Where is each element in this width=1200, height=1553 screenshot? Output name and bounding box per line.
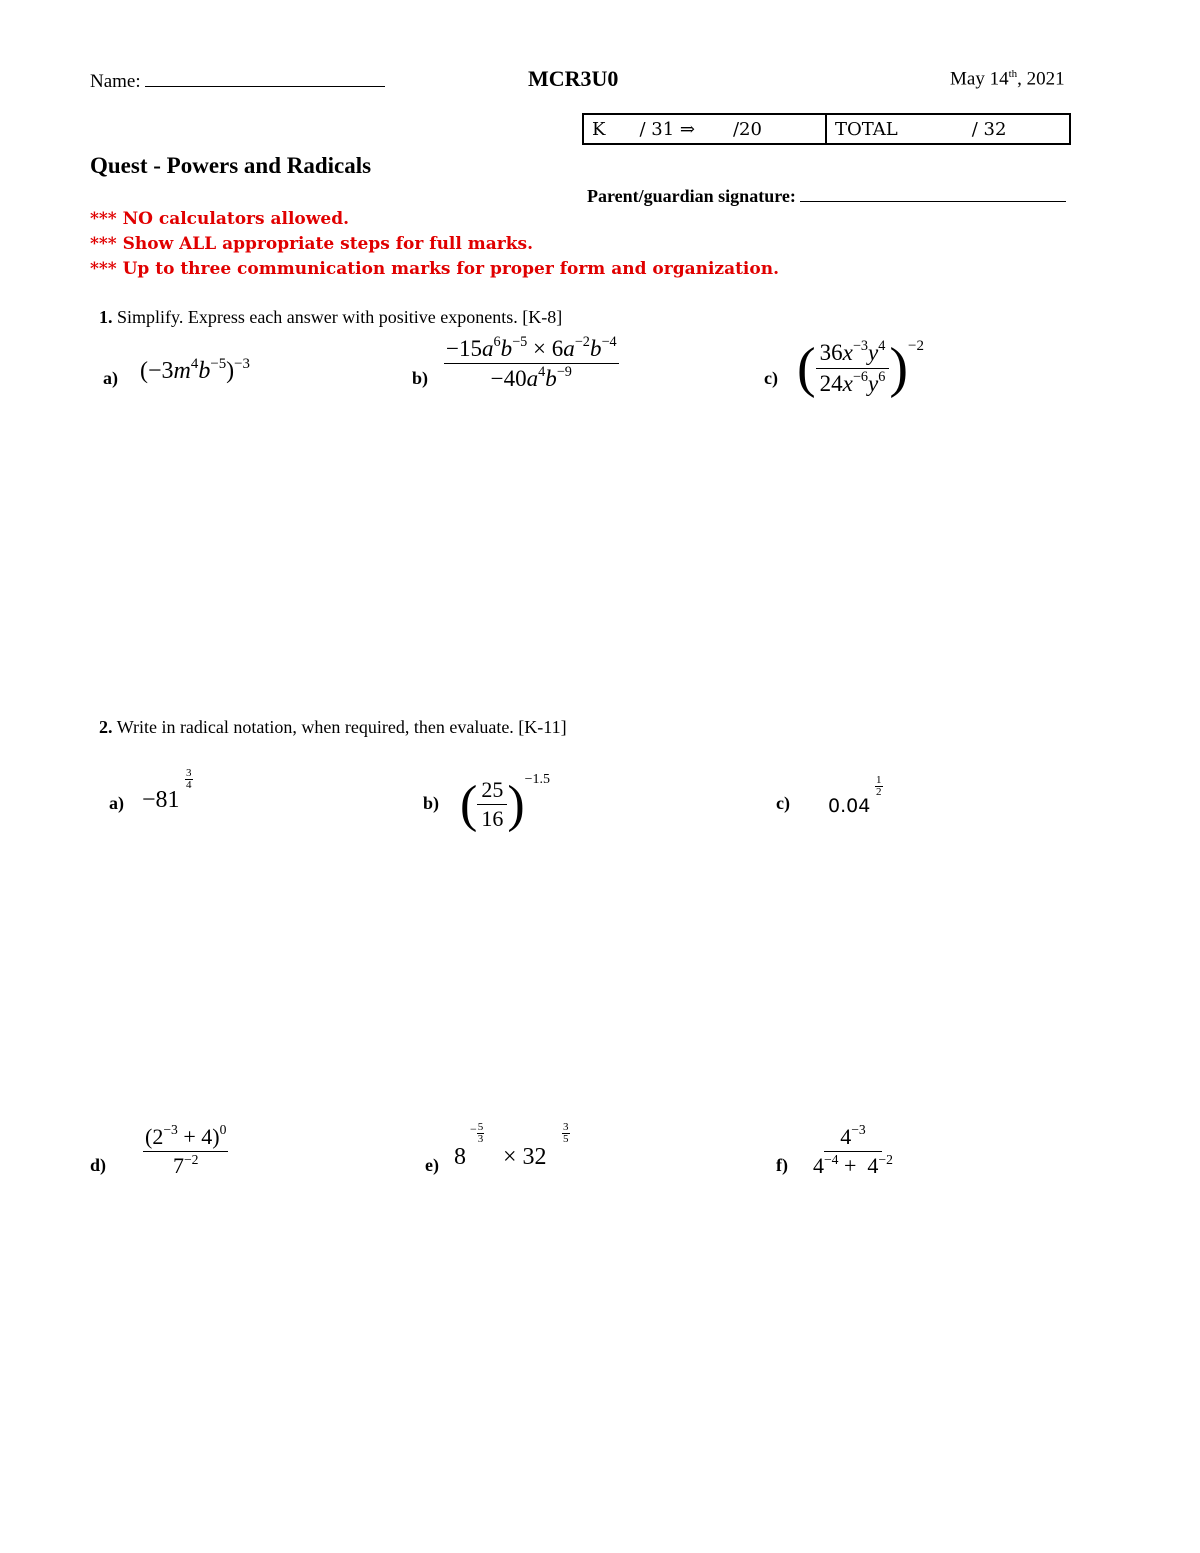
- q2b-expression: ( $\frac{25}{16}$ ) −1.5: [460, 772, 551, 833]
- q2e-label: e): [425, 1155, 439, 1175]
- signature-field: [587, 185, 1066, 207]
- q2e-times-32: × 32: [503, 1144, 547, 1170]
- q2c-exponent: $\frac{1}{2}$: [876, 774, 882, 798]
- question-2-prompt: 2. Write in radical notation, when required, then evaluate. [K-11]: [99, 717, 567, 737]
- q2a-expression: −81: [142, 787, 180, 813]
- q2f-expression: $\frac{4^{-3}}{4^{-4} + 4^{-2}}$: [813, 1122, 893, 1179]
- q2e-exp-2: $\frac{3}{5}$: [563, 1121, 569, 1145]
- q2e-exp-1: − $\frac{5}{3}$: [470, 1121, 484, 1145]
- signature-label: Parent/guardian signature:: [587, 186, 796, 206]
- q1b-expression: $\frac{-15a^6b^{-5} \times 6a^{-2}b^{-4}}{-40a^4b^{-9}}$: [446, 334, 617, 392]
- q1a-label: a): [103, 368, 118, 388]
- name-blank[interactable]: [145, 68, 385, 87]
- name-field: [90, 68, 385, 93]
- instruction-2: *** Show ALL appropriate steps for full marks.: [90, 234, 533, 254]
- name-label: Name:: [90, 71, 141, 92]
- signature-blank[interactable]: [800, 185, 1066, 202]
- knowledge-score: K / 31 ⇒ /20: [592, 118, 762, 140]
- q2d-expression: $\frac{(2^{-3} + 4)^0}{7^{-2}}$: [145, 1122, 227, 1179]
- quest-title: Quest - Powers and Radicals: [90, 153, 372, 178]
- q2c-expression: 0.04: [828, 795, 871, 817]
- q1b-label: b): [412, 368, 429, 388]
- q1a-expression: $(-3m^4b^{-5})^{-3}$: [140, 355, 250, 384]
- course-code: MCR3U0: [528, 66, 619, 91]
- q2b-label: b): [423, 793, 440, 813]
- q2c-label: c): [776, 793, 790, 813]
- q1c-label: c): [764, 368, 778, 388]
- q1c-expression: ( $\frac{36x^{-3}y^4}{24x^{-6}y^6}$ ) −2: [797, 337, 925, 399]
- exam-date: May 14th, 2021: [950, 68, 1065, 90]
- q2a-exponent: $\frac{3}{4}$: [186, 767, 192, 791]
- question-1-prompt: 1. Simplify. Express each answer with positive exponents. [K-8]: [99, 307, 563, 327]
- q2a-label: a): [109, 793, 124, 813]
- q2f-label: f): [776, 1155, 788, 1175]
- total-score: TOTAL / 32: [825, 115, 1069, 143]
- instruction-1: *** NO calculators allowed.: [90, 209, 350, 229]
- q2d-label: d): [90, 1155, 107, 1175]
- score-box: [582, 113, 1071, 145]
- instruction-3: *** Up to three communication marks for proper form and organization.: [90, 259, 780, 279]
- q2e-base-8: 8: [454, 1144, 466, 1170]
